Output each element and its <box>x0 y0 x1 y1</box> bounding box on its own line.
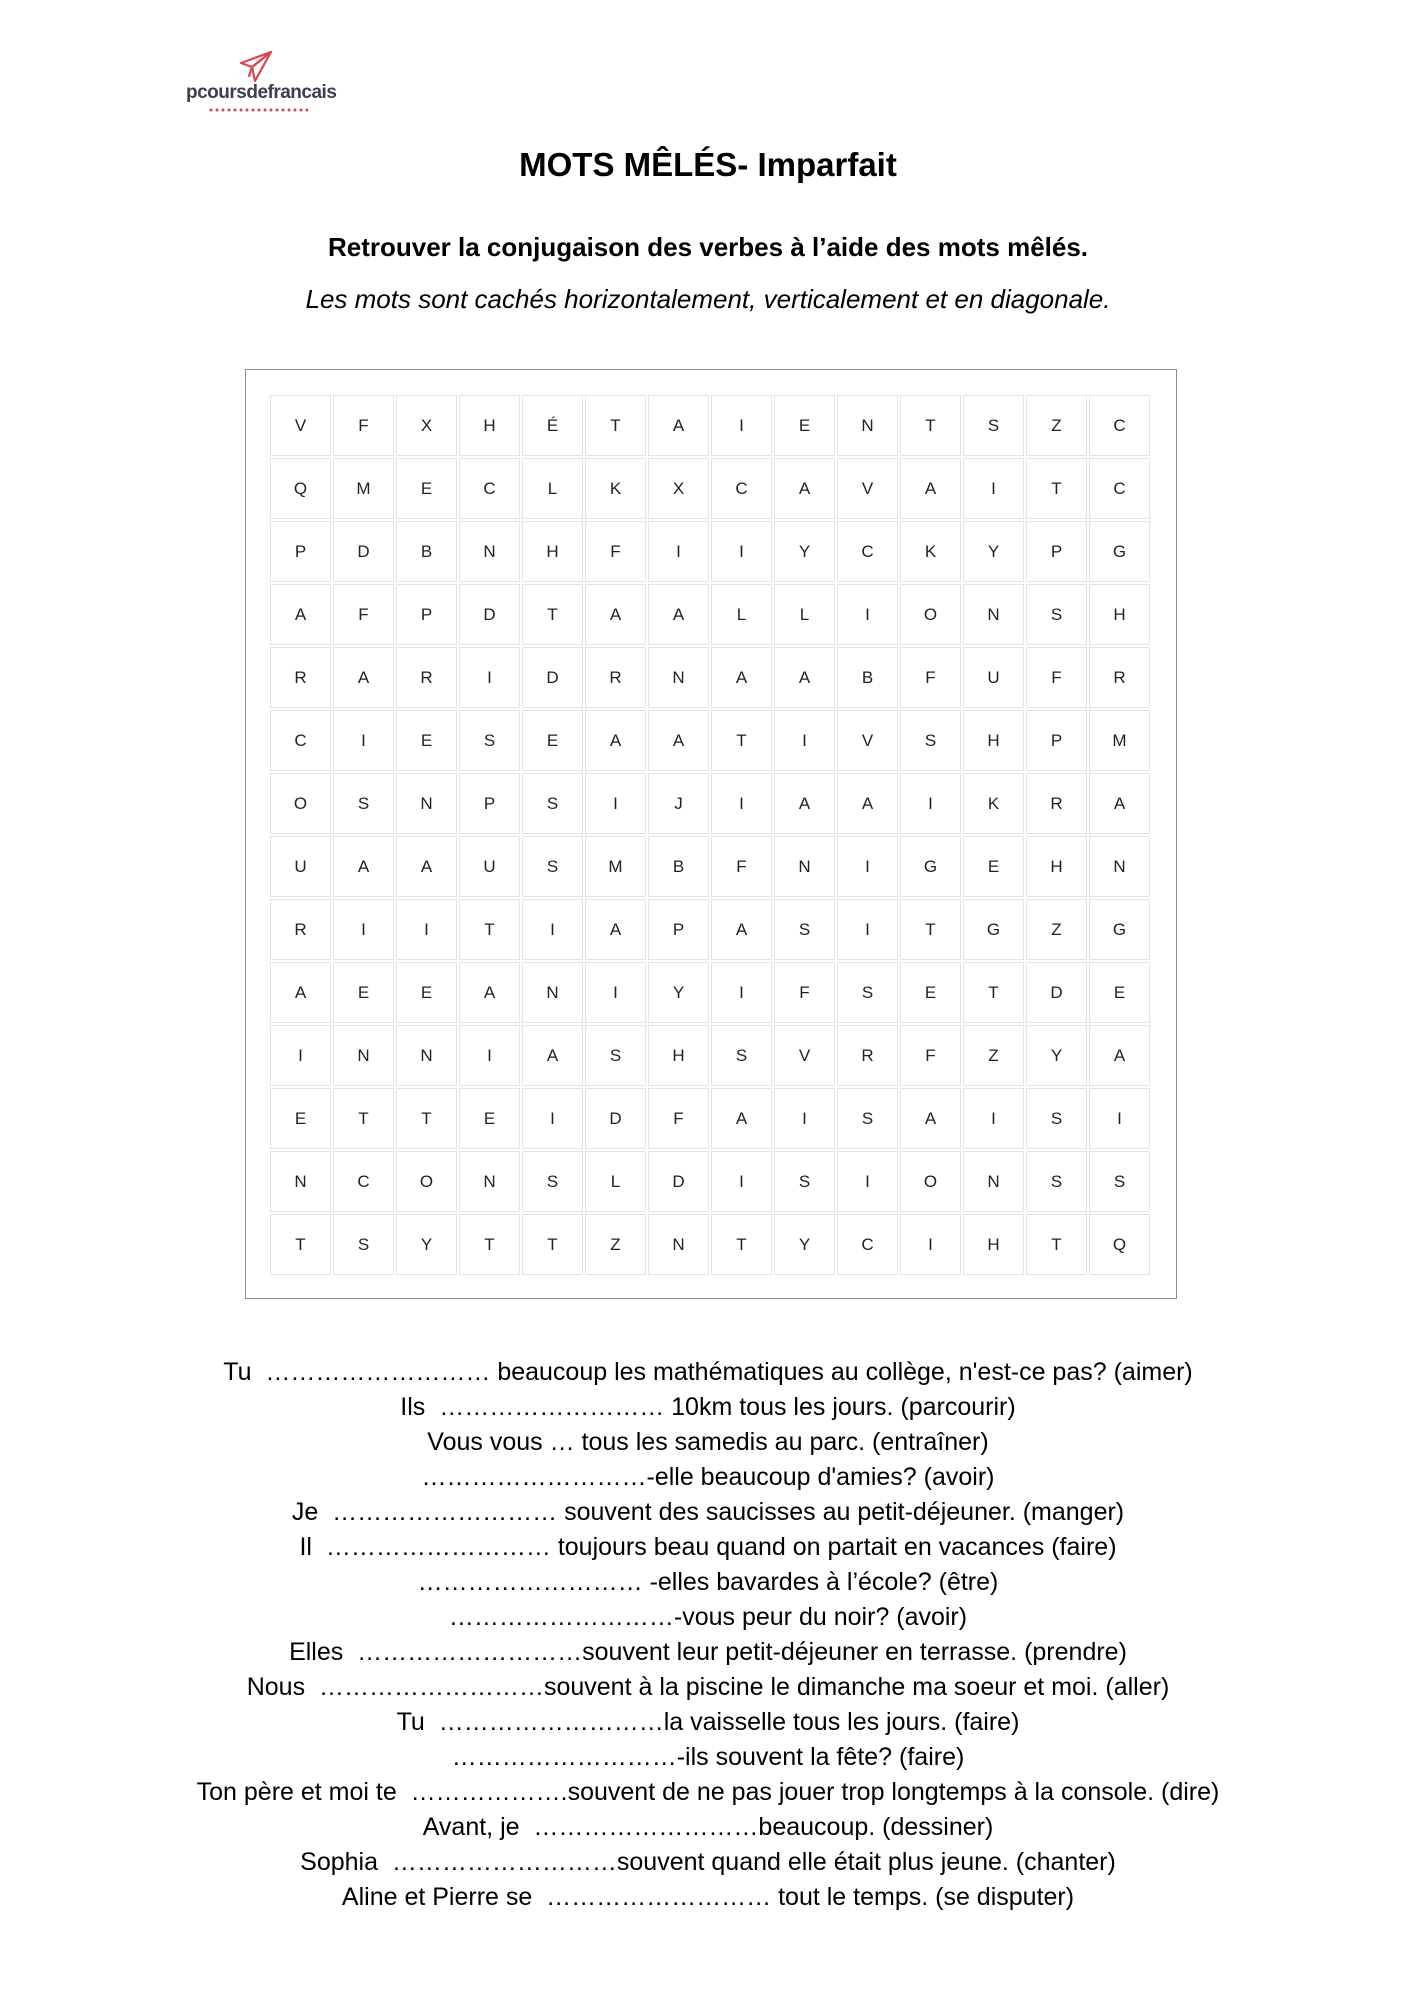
grid-cell: T <box>522 584 583 645</box>
grid-cell: T <box>1026 1214 1087 1275</box>
grid-cell: X <box>396 395 457 456</box>
grid-cell: X <box>648 458 709 519</box>
grid-cell: Y <box>774 521 835 582</box>
grid-cell: S <box>963 395 1024 456</box>
grid-cell: C <box>1089 395 1150 456</box>
exercise-sentences <box>0 1355 1416 1915</box>
sentence-line: ……………………… -elles bavardes à l’école? (être) <box>417 1568 999 1596</box>
grid-cell: T <box>711 710 772 771</box>
grid-cell: C <box>459 458 520 519</box>
grid-cell: S <box>333 1214 394 1275</box>
grid-cell: T <box>522 1214 583 1275</box>
sentence-line: Avant, je ………………………beaucoup. (dessiner) <box>422 1813 994 1841</box>
grid-cell: N <box>774 836 835 897</box>
grid-cell: G <box>1089 521 1150 582</box>
grid-cell: I <box>837 899 898 960</box>
grid-cell: L <box>774 584 835 645</box>
grid-cell: S <box>522 836 583 897</box>
grid-cell: D <box>585 1088 646 1149</box>
grid-cell: A <box>900 1088 961 1149</box>
grid-cell: I <box>711 962 772 1023</box>
grid-cell: Z <box>963 1025 1024 1086</box>
grid-cell: F <box>585 521 646 582</box>
grid-cell: F <box>900 1025 961 1086</box>
grid-cell: I <box>711 395 772 456</box>
grid-cell: A <box>648 395 709 456</box>
sentence-line: Sophia ………………………souvent quand elle était plus jeune. (chanter) <box>300 1848 1116 1876</box>
grid-cell: T <box>459 1214 520 1275</box>
grid-cell: R <box>585 647 646 708</box>
grid-cell: T <box>711 1214 772 1275</box>
grid-cell: P <box>1026 521 1087 582</box>
grid-cell: K <box>963 773 1024 834</box>
grid-cell: P <box>396 584 457 645</box>
grid-cell: M <box>1089 710 1150 771</box>
grid-cell: E <box>522 710 583 771</box>
grid-cell: B <box>837 647 898 708</box>
grid-cell: C <box>1089 458 1150 519</box>
grid-cell: D <box>333 521 394 582</box>
grid-cell: H <box>963 1214 1024 1275</box>
grid-cell: É <box>522 395 583 456</box>
grid-cell: H <box>522 521 583 582</box>
grid-cell: N <box>522 962 583 1023</box>
grid-cell: T <box>459 899 520 960</box>
grid-cell: D <box>459 584 520 645</box>
grid-cell: N <box>396 1025 457 1086</box>
grid-cell: S <box>837 962 898 1023</box>
sentence-line: Ton père et moi te ……………….souvent de ne pas jouer trop longtemps à la console. (dire) <box>196 1778 1220 1806</box>
grid-cell: F <box>1026 647 1087 708</box>
grid-cell: A <box>900 458 961 519</box>
grid-cell: A <box>648 710 709 771</box>
grid-cell: I <box>522 1088 583 1149</box>
grid-cell: S <box>522 1151 583 1212</box>
grid-cell: E <box>459 1088 520 1149</box>
grid-cell: H <box>963 710 1024 771</box>
grid-cell: V <box>837 710 898 771</box>
grid-cell: S <box>774 899 835 960</box>
grid-cell: T <box>270 1214 331 1275</box>
grid-cell: Z <box>585 1214 646 1275</box>
grid-cell: S <box>1026 1151 1087 1212</box>
grid-cell: T <box>585 395 646 456</box>
grid-cell: T <box>1026 458 1087 519</box>
grid-cell: E <box>396 710 457 771</box>
logo <box>186 50 346 122</box>
word-search-grid <box>270 395 1150 1275</box>
grid-cell: E <box>1089 962 1150 1023</box>
grid-cell: F <box>711 836 772 897</box>
grid-cell: S <box>585 1025 646 1086</box>
grid-cell: D <box>1026 962 1087 1023</box>
grid-cell: R <box>270 647 331 708</box>
grid-cell: K <box>900 521 961 582</box>
grid-cell: F <box>333 584 394 645</box>
grid-cell: C <box>270 710 331 771</box>
sentence-line: Vous vous … tous les samedis au parc. (entraîner) <box>427 1428 989 1456</box>
grid-cell: T <box>963 962 1024 1023</box>
sentence-line: Nous ………………………souvent à la piscine le dimanche ma soeur et moi. (aller) <box>246 1673 1170 1701</box>
subtitle: Retrouver la conjugaison des verbes à l’aide des mots mêlés. <box>327 232 1089 262</box>
grid-cell: I <box>900 1214 961 1275</box>
grid-cell: E <box>396 458 457 519</box>
grid-cell: N <box>648 647 709 708</box>
grid-cell: A <box>711 647 772 708</box>
grid-cell: M <box>585 836 646 897</box>
sentence-line: Tu ………………………la vaisselle tous les jours. (faire) <box>396 1708 1020 1736</box>
grid-cell: A <box>333 647 394 708</box>
grid-cell: E <box>774 395 835 456</box>
sentence-line: Aline et Pierre se ……………………… tout le temps. (se disputer) <box>341 1883 1075 1911</box>
grid-cell: A <box>585 899 646 960</box>
grid-cell: A <box>522 1025 583 1086</box>
grid-cell: I <box>837 1151 898 1212</box>
grid-cell: G <box>1089 899 1150 960</box>
grid-cell: E <box>333 962 394 1023</box>
grid-cell: A <box>1089 773 1150 834</box>
grid-cell: A <box>1089 1025 1150 1086</box>
grid-cell: U <box>270 836 331 897</box>
grid-cell: I <box>333 710 394 771</box>
grid-cell: N <box>333 1025 394 1086</box>
grid-cell: O <box>270 773 331 834</box>
grid-cell: N <box>459 1151 520 1212</box>
grid-cell: O <box>900 584 961 645</box>
grid-cell: I <box>900 773 961 834</box>
grid-cell: N <box>963 1151 1024 1212</box>
grid-cell: A <box>459 962 520 1023</box>
grid-cell: G <box>963 899 1024 960</box>
grid-cell: L <box>522 458 583 519</box>
grid-cell: Q <box>270 458 331 519</box>
sentence-line: Tu ……………………… beaucoup les mathématiques au collège, n'est-ce pas? (aimer) <box>223 1358 1193 1386</box>
grid-cell: I <box>837 584 898 645</box>
grid-cell: I <box>396 899 457 960</box>
grid-cell: E <box>270 1088 331 1149</box>
grid-cell: I <box>963 458 1024 519</box>
grid-cell: I <box>1089 1088 1150 1149</box>
grid-cell: I <box>837 836 898 897</box>
grid-cell: Q <box>1089 1214 1150 1275</box>
grid-cell: C <box>711 458 772 519</box>
grid-cell: V <box>774 1025 835 1086</box>
grid-cell: Y <box>648 962 709 1023</box>
grid-cell: A <box>585 584 646 645</box>
grid-cell: F <box>900 647 961 708</box>
grid-cell: T <box>900 395 961 456</box>
grid-cell: N <box>1089 836 1150 897</box>
grid-cell: S <box>711 1025 772 1086</box>
grid-cell: I <box>711 521 772 582</box>
sentence-line: Il ……………………… toujours beau quand on partait en vacances (faire) <box>299 1533 1117 1561</box>
grid-cell: F <box>774 962 835 1023</box>
grid-cell: J <box>648 773 709 834</box>
grid-cell: Y <box>963 521 1024 582</box>
grid-cell: S <box>900 710 961 771</box>
grid-cell: S <box>774 1151 835 1212</box>
grid-cell: I <box>459 647 520 708</box>
grid-cell: H <box>648 1025 709 1086</box>
grid-cell: E <box>396 962 457 1023</box>
page-title: MOTS MÊLÉS- Imparfait <box>519 146 897 183</box>
sentence-line: ………………………-elle beaucoup d'amies? (avoir) <box>421 1463 995 1491</box>
grid-cell: P <box>270 521 331 582</box>
grid-cell: U <box>459 836 520 897</box>
grid-cell: S <box>1026 1088 1087 1149</box>
grid-cell: F <box>648 1088 709 1149</box>
grid-cell: H <box>1089 584 1150 645</box>
grid-cell: M <box>333 458 394 519</box>
grid-cell: O <box>396 1151 457 1212</box>
grid-cell: C <box>333 1151 394 1212</box>
grid-cell: C <box>837 1214 898 1275</box>
grid-cell: N <box>648 1214 709 1275</box>
grid-cell: A <box>270 962 331 1023</box>
grid-cell: I <box>522 899 583 960</box>
grid-cell: B <box>648 836 709 897</box>
grid-cell: H <box>459 395 520 456</box>
grid-cell: S <box>837 1088 898 1149</box>
grid-cell: A <box>774 773 835 834</box>
grid-cell: N <box>963 584 1024 645</box>
grid-cell: C <box>837 521 898 582</box>
grid-cell: E <box>900 962 961 1023</box>
grid-cell: A <box>774 458 835 519</box>
grid-cell: P <box>648 899 709 960</box>
grid-cell: I <box>459 1025 520 1086</box>
grid-cell: I <box>963 1088 1024 1149</box>
instructions: Les mots sont cachés horizontalement, verticalement et en diagonale. <box>305 284 1111 314</box>
grid-cell: K <box>585 458 646 519</box>
grid-cell: S <box>522 773 583 834</box>
grid-cell: R <box>837 1025 898 1086</box>
grid-cell: P <box>1026 710 1087 771</box>
grid-cell: N <box>459 521 520 582</box>
grid-cell: Z <box>1026 395 1087 456</box>
logo-text: pcoursdefrancais <box>186 82 337 103</box>
grid-cell: T <box>333 1088 394 1149</box>
grid-cell: I <box>711 773 772 834</box>
grid-cell: Y <box>1026 1025 1087 1086</box>
grid-cell: N <box>396 773 457 834</box>
grid-cell: T <box>900 899 961 960</box>
grid-cell: I <box>585 962 646 1023</box>
grid-cell: G <box>900 836 961 897</box>
grid-cell: I <box>711 1151 772 1212</box>
grid-cell: A <box>648 584 709 645</box>
grid-cell: S <box>1089 1151 1150 1212</box>
grid-cell: S <box>1026 584 1087 645</box>
grid-cell: A <box>333 836 394 897</box>
grid-cell: A <box>270 584 331 645</box>
grid-cell: A <box>711 1088 772 1149</box>
sentence-line: ………………………-ils souvent la fête? (faire) <box>451 1743 965 1771</box>
grid-cell: Y <box>396 1214 457 1275</box>
grid-cell: A <box>837 773 898 834</box>
grid-cell: I <box>585 773 646 834</box>
sentence-line: Ils ……………………… 10km tous les jours. (parcourir) <box>400 1393 1016 1421</box>
grid-cell: V <box>270 395 331 456</box>
grid-cell: A <box>585 710 646 771</box>
grid-cell: A <box>711 899 772 960</box>
grid-cell: O <box>900 1151 961 1212</box>
grid-cell: I <box>774 710 835 771</box>
grid-cell: B <box>396 521 457 582</box>
grid-cell: R <box>1089 647 1150 708</box>
grid-cell: V <box>837 458 898 519</box>
grid-cell: F <box>333 395 394 456</box>
grid-cell: D <box>648 1151 709 1212</box>
grid-cell: L <box>711 584 772 645</box>
logo-dots <box>208 108 308 112</box>
grid-cell: A <box>774 647 835 708</box>
grid-cell: T <box>396 1088 457 1149</box>
grid-cell: Y <box>774 1214 835 1275</box>
grid-cell: N <box>837 395 898 456</box>
grid-cell: I <box>270 1025 331 1086</box>
grid-cell: S <box>459 710 520 771</box>
grid-cell: R <box>270 899 331 960</box>
grid-cell: I <box>648 521 709 582</box>
sentence-line: Je ……………………… souvent des saucisses au petit-déjeuner. (manger) <box>291 1498 1125 1526</box>
grid-cell: L <box>585 1151 646 1212</box>
grid-cell: Z <box>1026 899 1087 960</box>
grid-cell: A <box>396 836 457 897</box>
sentence-line: Elles ………………………souvent leur petit-déjeuner en terrasse. (prendre) <box>289 1638 1127 1666</box>
grid-cell: D <box>522 647 583 708</box>
grid-cell: R <box>1026 773 1087 834</box>
grid-cell: P <box>459 773 520 834</box>
grid-cell: S <box>333 773 394 834</box>
grid-cell: U <box>963 647 1024 708</box>
sentence-line: ………………………-vous peur du noir? (avoir) <box>448 1603 968 1631</box>
grid-cell: E <box>963 836 1024 897</box>
grid-cell: R <box>396 647 457 708</box>
grid-cell: H <box>1026 836 1087 897</box>
grid-cell: I <box>333 899 394 960</box>
grid-cell: I <box>774 1088 835 1149</box>
paper-plane-icon <box>238 50 274 84</box>
grid-cell: N <box>270 1151 331 1212</box>
